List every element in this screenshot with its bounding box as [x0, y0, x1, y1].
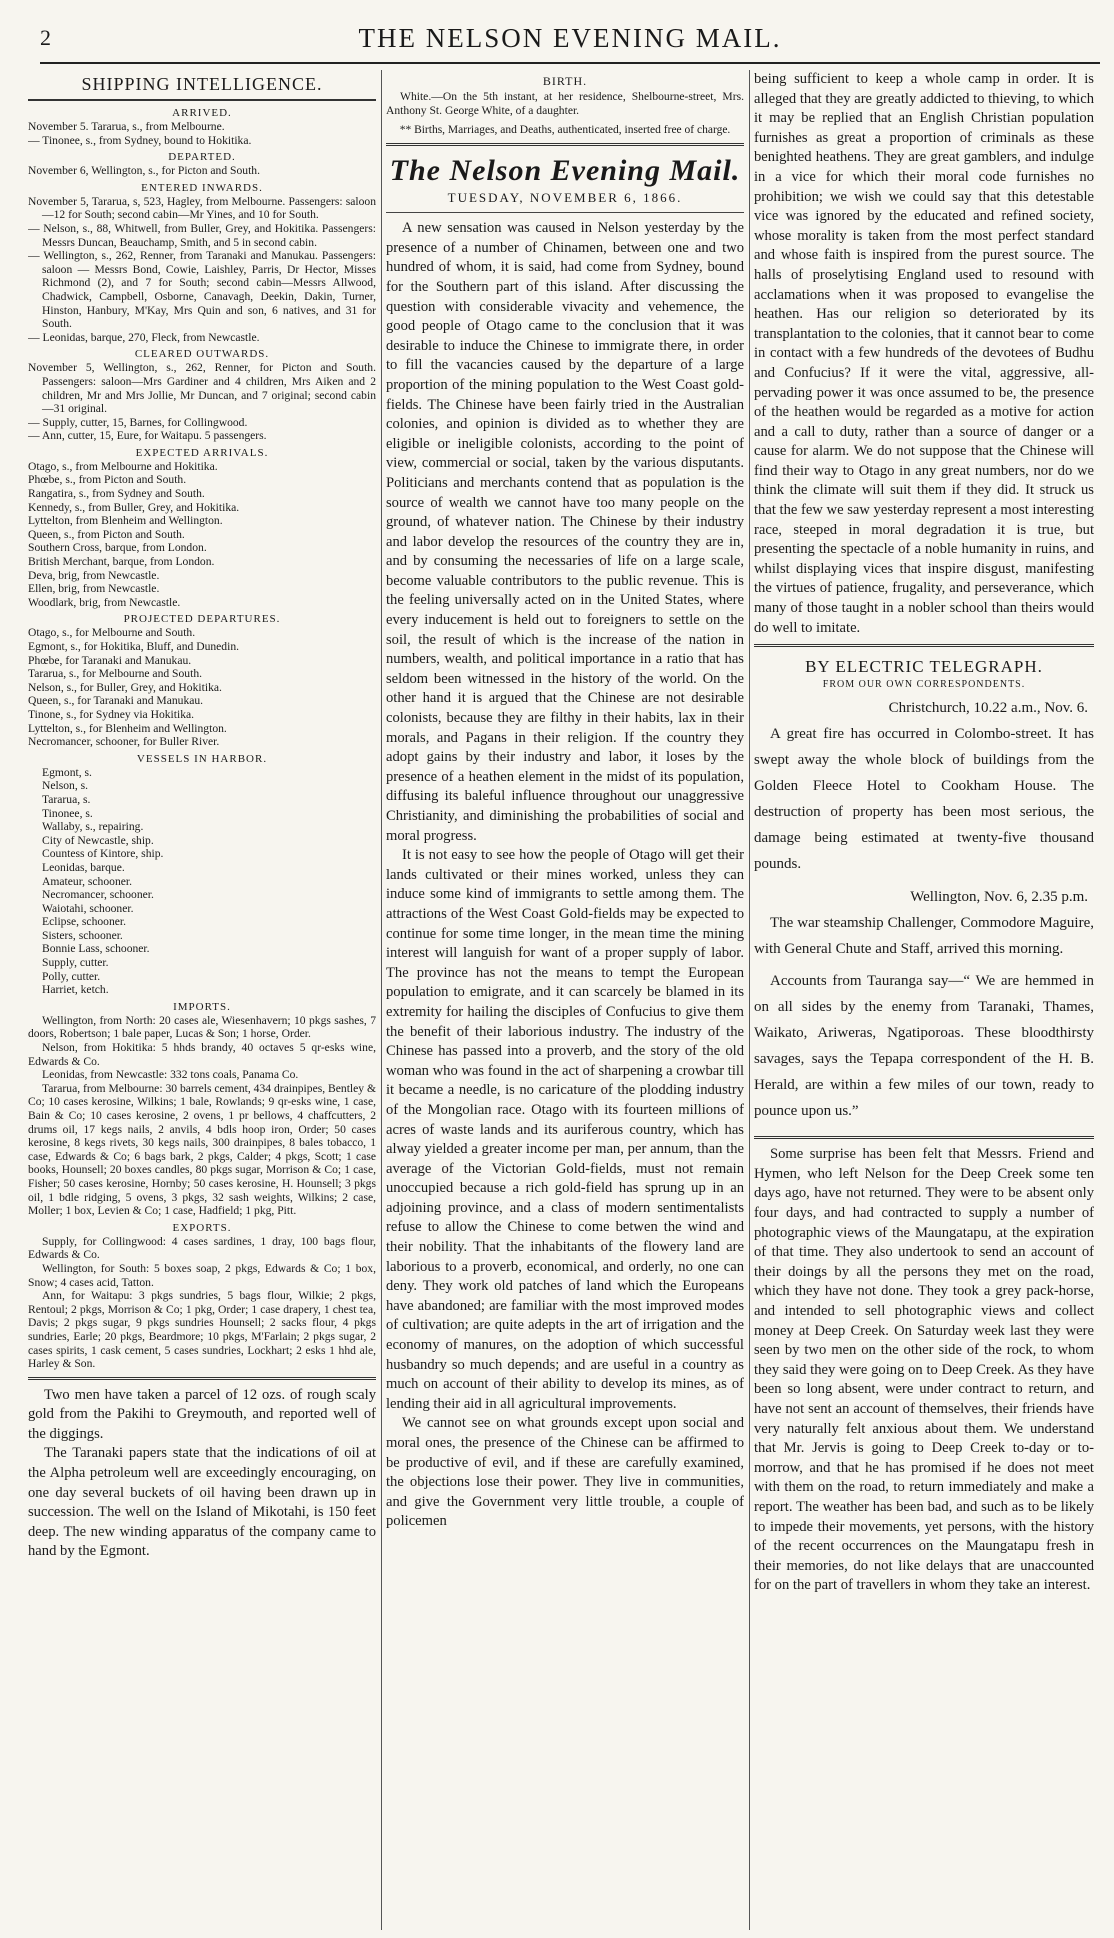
- list-item: Wellington, for South: 5 boxes soap, 2 pkgs, Edwards & Co; 1 box, Snow; 4 cases acid, Tatton.: [28, 1261, 376, 1289]
- list-item: Supply, for Collingwood: 4 cases sardines, 1 dray, 100 bags flour, Edwards & Co.: [28, 1234, 376, 1262]
- list-item: Lyttelton, s., for Blenheim and Wellington.: [28, 721, 227, 735]
- list-item: Tararua, s., for Melbourne and South.: [28, 667, 203, 681]
- imports-heading: IMPORTS.: [173, 1000, 231, 1013]
- page-number: 2: [40, 25, 51, 50]
- birth-heading: BIRTH.: [542, 74, 588, 88]
- expected-list: [28, 460, 376, 610]
- masthead-title: THE NELSON EVENING MAIL.: [358, 22, 782, 53]
- list-item: Sisters, schooner.: [42, 928, 123, 942]
- telegraph-paragraph: A great fire has occurred in Colombo-street. It has swept away the whole block of buildings from the Golden Fleece Hotel to Cookham House. The destruction of property has been most serious, the damage being estimated at twenty-five thousand pounds.: [754, 726, 1094, 873]
- expected-heading: EXPECTED ARRIVALS.: [135, 446, 269, 459]
- list-item: November 5, Tararua, s, 523, Hagley, from Melbourne. Passengers: saloon—12 for South; second cabin—Mr Yines, and 10 for South.: [28, 194, 376, 222]
- column-telegraph: [754, 70, 1094, 1596]
- projected-list: [28, 626, 376, 748]
- list-item: Otago, s., for Melbourne and South.: [28, 626, 196, 640]
- list-item: November 6, Wellington, s., for Picton and South.: [28, 164, 260, 178]
- section-rule: [754, 644, 1094, 647]
- list-item: Woodlark, brig, from Newcastle.: [28, 595, 181, 609]
- list-item: Leonidas, from Newcastle: 332 tons coals, Panama Co.: [42, 1068, 299, 1082]
- list-item: Nelson, s.: [42, 779, 89, 793]
- list-item: Egmont, s.: [42, 765, 92, 779]
- list-item: — Nelson, s., 88, Whitwell, from Buller, Grey, and Hokitika. Passengers: Messrs Duncan, Beauchamp, Smith, and 5 in second cabin.: [28, 221, 376, 249]
- news-paragraph: Some surprise has been felt that Messrs. Friend and Hymen, who left Nelson for the Deep Creek some ten days ago, have not returned. They were to be absent only four days, and had contracted to supply a number of photographic views of the Maungatapu, at the expiration of that time. They also undertook to send an account of their doings by all the persons they met on the road, which they have not done. They took a grey pack-horse, and intended to sell photographic views and collect money at Deep Creek. On Saturday week last they were seen by two men on the other side of the rock, to whom they said they were going on to Deep Creek. As they have been so long absent, were under contract to return, and have not sent an account of themselves, their friends have very naturally felt anxious about them. We understand that Mr. Jervis is going to Deep Creek to-day or to-morrow, and that he has promised if he does not meet with them on the road, to return immediately and make a report. The weather has been bad, and such as to be likely to impede their movements, yet persons, with the history of the recent occurrences on the Maungatapu fresh in their memories, do not like delays that are unaccounted for on the part of travellers in whom they take an interest.: [754, 1146, 1094, 1594]
- list-item: British Merchant, barque, from London.: [28, 555, 215, 569]
- list-item: Nelson, s., for Buller, Grey, and Hokitika.: [28, 680, 222, 694]
- telegraph-heading: BY ELECTRIC TELEGRAPH.: [805, 657, 1043, 677]
- departed-list: [28, 164, 376, 178]
- list-item: Necromancer, schooner.: [42, 888, 154, 902]
- list-item: Ann, for Waitapu: 3 pkgs sundries, 5 bags flour, Wilkie; 2 pkgs, Rentoul; 2 pkgs, Morrison & Co; 1 pkg, Order; 1 case drapery, 1 chest tea, Davis; 2 pkgs sugar, 9 pkgs sundries Hounsell; 2 sacks flour, 4 pkgs sundries, Earle; 20 pkgs, Beardmore; 10 pkgs, M'Farlain; 2 pkgs sugar, 2 cases spirits, 1 cask cement, 5 cases sundries, Lockhart; 2 esks 1 hhd ale, Harley & Son.: [28, 1289, 376, 1371]
- list-item: November 5, Wellington, s., 262, Renner, for Picton and South. Passengers: saloon—Mrs Gardiner and 4 children, Mrs Aiken and 2 children, Mr and Mrs Jollie, Mr Duncan, and 7 original; second cabin—31 original.: [28, 361, 376, 416]
- section-rule: [754, 1136, 1094, 1139]
- telegraph-subheading: FROM OUR OWN CORRESPONDENTS.: [822, 679, 1026, 691]
- list-item: Tararua, from Melbourne: 30 barrels cement, 434 drainpipes, Bentley & Co; 10 cases kerosine, Wilkins; 1 bale, Rowlands; 9 qr-esks wine, 1 case, Bain & Co; 10 cases kerosine, 2 ovens, 1 pr bellows, 4 chaffcutters, 2 drums oil, 17 kegs nails, 2 anvils, 4 bdls hoop iron, Order; 50 cases kerosine, 8 kegs rivets, 30 kegs nails, 300 drainpipes, 8 bales tobacco, 1 case, Edwards & Co; 6 bags bark, 2 pkgs, Calder; 4 pkgs, Scott; 1 case books, Hounsell; 20 boxes candles, 80 pkgs sugar, Morrison & Co; 1 case, Fisher; 50 cases kerosine, Hornby; 50 cases kerosine, H. Hounsell; 3 pkgs oil, 1 bdle ridging, 5 ovens, 3 pkgs, 32 sash weights, Wilkins; 2 case, Moller; 1 box, Levien & Co; 1 case, Hadfield; 1 pkg, Pitt.: [28, 1081, 376, 1218]
- list-item: — Supply, cutter, 15, Barnes, for Collingwood.: [28, 415, 248, 429]
- list-item: City of Newcastle, ship.: [42, 833, 154, 847]
- telegraph-paragraph: Accounts from Tauranga say—“ We are hemmed in on all sides by the enemy from Taranaki, Thames, Waikato, Ariweras, Ngatiporoas. These bloodthirsty savages, says the Tepapa correspondent of the H. B. Herald, are within a few miles of our town, ready to pounce upon us.”: [754, 973, 1094, 1120]
- section-rule: [386, 212, 744, 213]
- list-item: Deva, brig, from Newcastle.: [28, 568, 160, 582]
- left-news: [28, 1386, 376, 1562]
- entered-heading: ENTERED INWARDS.: [141, 181, 263, 194]
- list-item: Egmont, s., for Hokitika, Bluff, and Dunedin.: [28, 640, 240, 653]
- list-item: — Wellington, s., 262, Renner, from Taranaki and Manukau. Passengers: saloon — Messrs Bond, Cowie, Laishley, Parris, Dr Hector, Misses Richmond (2), and 7 for South; second cabin—Messrs Allwood, Chadwick, Campbell, Osborne, Canavagh, Deekin, Dakin, Turner, Hinston, Hanbury, M'Kay, Mrs Quin and son, 6 natives, and 31 for South.: [28, 249, 376, 331]
- list-item: Amateur, schooner.: [42, 874, 133, 888]
- arrived-list: [28, 120, 376, 147]
- editorial-paragraph: It is not easy to see how the people of Otago will get their lands cultivated or their mines worked, unless they can induce some kind of immigrants to settle among them. The attractions of the West Coast Gold-fields may be expected to continue for some time longer, in the mean time the mining interest will languish for want of a proper supply of labor. The province has not the means to tempt the European population to emigrate, and it can scarcely be blamed in its extremity for hailing the disciples of Confucius to give them the benefit of their laborious industry. The industry of the Chinese has passed into a proverb, and the story of the old woman who was found in the act of sharpening a crowbar till it became a needle, is no caricature of the plodding industry of the Mongolian race. Otago with its fourteen millions of acres of waste lands and its auriferous country, which has alway yielded a greater income per man, per annum, than the average of the Victorian Gold-fields, must not remain unoccupied because a rich gold-field has sprung up in an adjoining province, and a class of modern sentimentalists refuse to allow the Chinese to come betwen the wind and their nobility. That the inhabitants of the flowery land are laborious to a proverb, economical, and orderly, no one can deny. They work old patches of land which the Europeans have abandoned; are familiar with the most improved modes of cultivation; are quite adepts in the art of irrigation and the economy of manures, on the adoption of which successful husbandry so much depends; and are useful in a country as much on account of their ability to develop its mines, as of lending their aid in all agricultural improvements.: [386, 847, 744, 1412]
- departed-heading: DEPARTED.: [168, 151, 236, 164]
- list-item: Queen, s., from Picton and South.: [28, 527, 185, 541]
- birth-text: White.—On the 5th instant, at her residence, Shelbourne-street, Mrs. Anthony St. George White, of a daughter.: [386, 90, 744, 117]
- telegraph-item: [754, 721, 1094, 877]
- exports-list: [28, 1235, 376, 1371]
- list-item: Harriet, ketch.: [42, 983, 109, 997]
- editorial-paragraph: A new sensation was caused in Nelson yesterday by the presence of a number of Chinamen, between one and two hundred of whom, it is said, had come from Sydney, bound for the Southern part of this island. After discussing the question with considerable vivacity and vehemence, the good people of Otago came to the conclusion that it was desirable to induce the Chinese to immigrate there, in order to fill the vacancies caused by the departure of a large proportion of the mining population to the West Coast gold-fields. The Chinese have been fairly tried in the Australian colonies, and opinion is divided as to whether they are eligible or ineligible colonists, according to the point of view, commercial or social, taken by the various disputants. Politicians and merchants contend that as population is the source of wealth we cannot have too many people on the ground, of whatever nation. The Chinese by their industry and labor develop the resources of the country they are in, and by consuming the necessaries of life on a large scale, become valuable contributors to the public revenue. This is the feeling universally acted on in the United States, where every inducement is held out to foreigners to settle on the soil, the result of which is the increase of the nation in numbers, wealth, and political importance in a ratio that has seldom been witnessed in the history of the world. On the other hand it is argued that the Chinese are not desirable colonists, because they are filthy in their habits, lax in their morals, and Pagans in their religion. If the country they adopt gains by their industry and labor, it loses by the presence of a heathen element in the midst of its population, diffusing its baleful influence throughout our unaggressive Christianity, and diminishing the probabilities of social and moral progress.: [386, 220, 744, 844]
- list-item: Ellen, brig, from Newcastle.: [28, 582, 160, 596]
- list-item: Wellington, from North: 20 cases ale, Wiesenhavern; 10 pkgs sashes, 7 doors, Robertson; 1 bale paper, Lucas & Son; 1 horse, Order.: [28, 1013, 376, 1041]
- list-item: Bonnie Lass, schooner.: [42, 942, 150, 956]
- list-item: Phœbe, for Taranaki and Manukau.: [28, 653, 192, 667]
- masthead: [40, 18, 1100, 58]
- list-item: Eclipse, schooner.: [42, 915, 127, 929]
- list-item: Lyttelton, from Blenheim and Wellington.: [28, 514, 223, 528]
- editorial: [386, 219, 744, 1532]
- arrived-heading: ARRIVED.: [172, 107, 232, 119]
- section-rule: [386, 143, 744, 146]
- masthead-rule: [40, 62, 1100, 64]
- column-divider-2: [749, 70, 750, 1930]
- list-item: — Tinonee, s., from Sydney, bound to Hokitika.: [28, 133, 252, 147]
- editorial-paragraph: being sufficient to keep a whole camp in order. It is alleged that they are greatly addicted to thieving, to which it may be replied that an English Christian population furnishes as great a proportion of criminals as these benighted heathens. They are great gamblers, and indulge in a vice for which their moral code furnishes no prohibition; we wish we could say that this detestable vice was ignored by the educated and refined society, whose morality is taken from the most perfect standard and whose faith is inspired from the purest source. The halls of proselytising England used to resound with acclamations when it was proposed to evangelise the heathen. Has our religion so deteriorated by its transplantation to the colonies, that it cannot bear to come in contact with a few hundreds of the devotees of Budhu and Confucius? If it were the vital, aggressive, all-pervading power it was once assumed to be, the presence of the heathen would be regarded as a motive for action and a call to duty, rather than a source of danger or a cause for alarm. We do not suppose that the Chinese will find their way to Otago in any great numbers, nor do we think the climate will suit them if they did. It struck us that the few we saw yesterday represent a most interesting race, steeped in moral degradation it is true, but presenting the spectacle of a noble humanity in ruins, and whilst displaying vices that inspire disgust, manifesting the virtues of patience, frugality, and perseverance, which many of those taught in a nobler school than theirs would do well to imitate.: [754, 71, 1094, 636]
- projected-heading: PROJECTED DEPARTURES.: [123, 613, 281, 626]
- column-editorial: [386, 70, 744, 1532]
- imports-list: [28, 1014, 376, 1218]
- list-item: Kennedy, s., from Buller, Grey, and Hokitika.: [28, 500, 240, 514]
- list-item: Polly, cutter.: [42, 969, 101, 983]
- entered-list: [28, 195, 376, 345]
- list-item: Otago, s., from Melbourne and Hokitika.: [28, 459, 218, 473]
- list-item: Waiotahi, schooner.: [42, 901, 134, 915]
- telegraph-item: [754, 910, 1094, 1124]
- list-item: Southern Cross, barque, from London.: [28, 541, 207, 555]
- list-item: Tinonee, s.: [42, 806, 93, 820]
- right-news: [754, 1145, 1094, 1596]
- list-item: Supply, cutter.: [42, 956, 109, 970]
- paper-name: The Nelson Evening Mail.: [389, 154, 741, 188]
- dateline: Wellington, Nov. 6, 2.35 p.m.: [910, 889, 1088, 906]
- list-item: Nelson, from Hokitika: 5 hhds brandy, 40 octaves 5 qr-esks wine, Edwards & Co.: [28, 1041, 376, 1068]
- column-shipping: [28, 70, 376, 1562]
- list-item: November 5. Tararua, s., from Melbourne.: [28, 120, 225, 133]
- list-item: Wallaby, s., repairing.: [42, 820, 144, 834]
- cleared-heading: CLEARED OUTWARDS.: [134, 348, 270, 361]
- editorial-paragraph: We cannot see on what grounds except upon social and moral ones, the presence of the Chinese can be affirmed to be productive of evil, and if these are carefully examined, the objections lose their power. They live in communities, and give the Government very little trouble, a couple of policemen: [386, 1415, 744, 1530]
- paper-date: TUESDAY, NOVEMBER 6, 1866.: [447, 190, 683, 206]
- list-item: Tararua, s.: [42, 792, 91, 806]
- dateline: Christchurch, 10.22 a.m., Nov. 6.: [888, 700, 1088, 717]
- column-divider-1: [381, 70, 382, 1930]
- list-item: Queen, s., for Taranaki and Manukau.: [28, 694, 204, 708]
- list-item: Necromancer, schooner, for Buller River.: [28, 735, 220, 749]
- cleared-list: [28, 361, 376, 443]
- list-item: Leonidas, barque.: [42, 860, 125, 874]
- notices-free: ** Births, Marriages, and Deaths, authenticated, inserted free of charge.: [399, 124, 731, 137]
- shipping-heading: SHIPPING INTELLIGENCE.: [28, 74, 376, 101]
- list-item: Tinone, s., for Sydney via Hokitika.: [28, 707, 195, 721]
- telegraph-paragraph: The war steamship Challenger, Commodore Maguire, with General Chute and Staff, arrived this morning.: [754, 915, 1094, 958]
- list-item: — Ann, cutter, 15, Eure, for Waitapu. 5 passengers.: [28, 429, 267, 443]
- exports-heading: EXPORTS.: [172, 1221, 232, 1234]
- birth-notice: [386, 90, 744, 117]
- list-item: Rangatira, s., from Sydney and South.: [28, 487, 205, 501]
- editorial-continued: [754, 70, 1094, 638]
- section-rule: [28, 1377, 376, 1380]
- list-item: Countess of Kintore, ship.: [42, 847, 164, 861]
- news-paragraph: The Taranaki papers state that the indications of oil at the Alpha petroleum well are exceedingly encouraging, on one day several buckets of oil having been drawn up in succession. The well on the Island of Mikotahi, is 150 feet deep. The new winding apparatus of the company came to hand by the Egmont.: [28, 1445, 376, 1560]
- news-paragraph: Two men have taken a parcel of 12 ozs. of rough scaly gold from the Pakihi to Greymouth, and reported well of the diggings.: [28, 1386, 376, 1442]
- list-item: — Leonidas, barque, 270, Fleck, from Newcastle.: [28, 330, 260, 344]
- harbor-heading: VESSELS IN HARBOR.: [136, 752, 268, 765]
- harbor-list: [28, 766, 376, 997]
- list-item: Phœbe, s., from Picton and South.: [28, 473, 187, 487]
